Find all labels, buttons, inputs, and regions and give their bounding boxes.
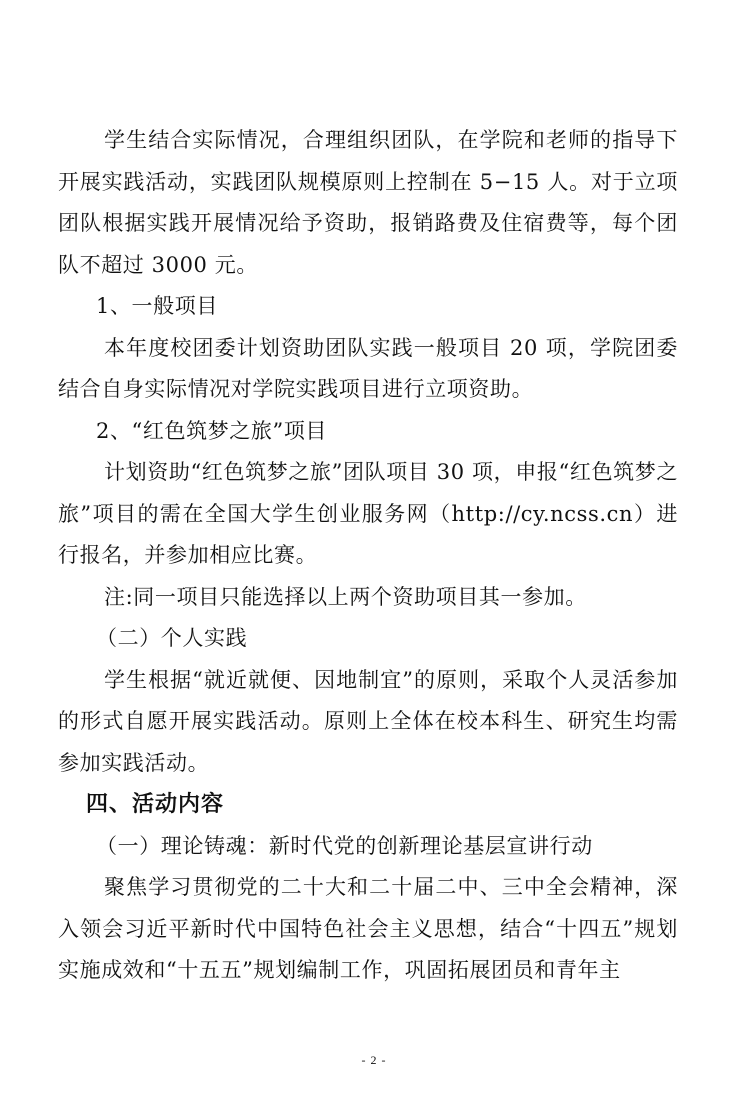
item-red-dream-project: 2、“红色筑梦之旅”项目: [96, 418, 328, 443]
paragraph-red-dream-project: 计划资助“红色筑梦之旅”团队项目 30 项，申报“红色筑梦之旅”项目的需在全国大学生创业服务网（http://cy.ncss.cn）进行报名，并参加相应比赛。: [58, 460, 678, 567]
page-number: - 2 -: [361, 1053, 387, 1067]
paragraph-note: 注:同一项目只能选择以上两个资助项目其一参加。: [104, 584, 587, 609]
section-heading-activity-content: 四、活动内容: [86, 792, 225, 817]
item-general-project: 1、一般项目: [96, 294, 218, 318]
paragraph-individual-practice: 学生根据“就近就便、因地制宜”的原则，采取个人灵活参加的形式自愿开展实践活动。原则上全体在校本科生、研究生均需参加实践活动。: [58, 667, 678, 775]
paragraph-general-project: 本年度校团委计划资助团队实践一般项目 20 项，学院团委结合自身实际情况对学院实践项目进行立项资助。: [58, 335, 678, 401]
paragraph-theory: 聚焦学习贯彻党的二十大和二十届二中、三中全会精神，深入领会习近平新时代中国特色社会主义思想，结合“十四五”规划实施成效和“十五五”规划编制工作，巩固拓展团员和青年主: [58, 875, 678, 982]
paragraph-team-practice: 学生结合实际情况，合理组织团队，在学院和老师的指导下开展实践活动，实践团队规模原则上控制在 5−15 人。对于立项团队根据实践开展情况给予资助，报销路费及住宿费等，每个团队不超过 3000 元。: [58, 128, 678, 277]
subheading-theory: （一）理论铸魂：新时代党的创新理论基层宣讲行动: [96, 833, 593, 858]
subheading-individual-practice: （二）个人实践: [96, 626, 248, 650]
document-body: [58, 120, 678, 992]
